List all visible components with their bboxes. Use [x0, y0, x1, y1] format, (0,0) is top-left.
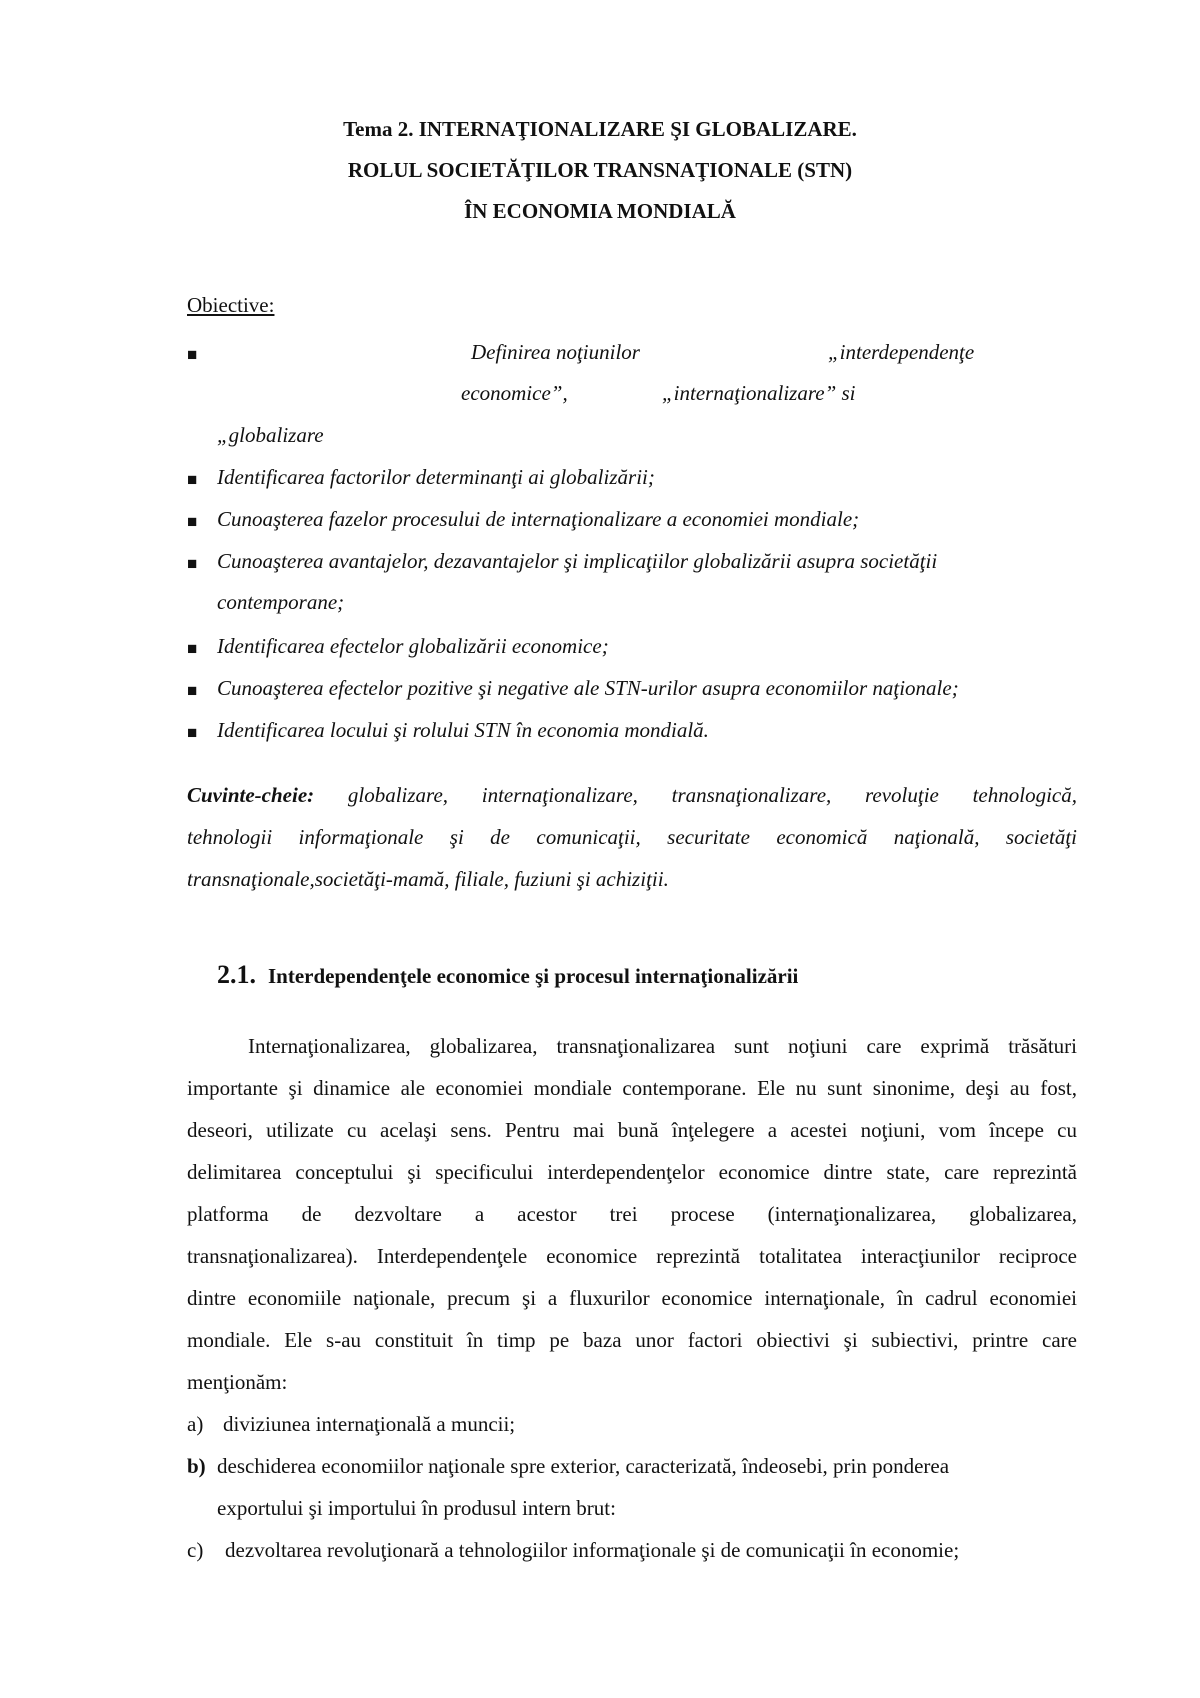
paragraph-line: menţionăm: — [187, 1370, 288, 1394]
bullet-icon: ■ — [187, 345, 198, 364]
objective-1-part-4: „internaţionalizare” si — [662, 381, 856, 405]
keywords-line-1 — [187, 783, 1077, 808]
paragraph-line: Internaţionalizarea, globalizarea, transnaţionalizarea sunt noţiuni care exprimă trăsături — [248, 1034, 1077, 1058]
bullet-icon: ■ — [187, 723, 198, 742]
objectives-label: Obiective: — [187, 293, 275, 317]
list-item: deschiderea economiilor naţionale spre exterior, caracterizată, îndeosebi, prin ponderea — [217, 1454, 950, 1478]
objective-item-continuation: contemporane; — [217, 590, 345, 614]
objective-item: Identificarea factorilor determinanţi ai globalizării; — [217, 465, 655, 489]
title-line-1: Tema 2. INTERNAŢIONALIZARE ŞI GLOBALIZARE. — [343, 117, 857, 141]
paragraph-line: deseori, utilizate cu acelaşi sens. Pentru mai bună înţelegere a acestei noţiuni, vom începe cu — [187, 1118, 1077, 1142]
paragraph-line: mondiale. Ele s-au constituit în timp pe baza unor factori obiectivi şi subiectivi, printre care — [187, 1328, 1077, 1352]
paragraph-line: importante şi dinamice ale economiei mondiale contemporane. Ele nu sunt sinonime, deşi au fost, — [187, 1076, 1077, 1100]
list-marker: b) — [187, 1454, 206, 1478]
list-marker: a) — [187, 1412, 204, 1436]
list-item: dezvoltarea revoluţionară a tehnologiilor informaţionale şi de comunicaţii în economie; — [225, 1538, 960, 1562]
objective-1-part-3: economice”, — [461, 381, 568, 405]
title-line-2: ROLUL SOCIETĂŢILOR TRANSNAŢIONALE (STN) — [347, 158, 853, 182]
title-line-3: ÎN ECONOMIA MONDIALĂ — [464, 199, 736, 223]
objective-item: Identificarea efectelor globalizării economice; — [217, 634, 609, 658]
bullet-icon: ■ — [187, 512, 198, 531]
paragraph-line: dintre economiile naţionale, precum şi a fluxurilor economice internaţionale, în cadrul economiei — [187, 1286, 1077, 1310]
list-item: diviziunea internaţională a muncii; — [223, 1412, 516, 1436]
paragraph-line: delimitarea conceptului şi specificului interdependenţelor economice dintre state, care reprezintă — [187, 1160, 1077, 1184]
paragraph-line: platforma de dezvoltare a acestor trei procese (internaţionalizarea, globalizarea, — [187, 1202, 1077, 1226]
section-title: Interdependenţele economice şi procesul internaţionalizării — [268, 964, 799, 988]
objective-item: Cunoaşterea avantajelor, dezavantajelor şi implicaţiilor globalizării asupra societăţii — [217, 549, 938, 573]
objective-1-part-2: „interdependenţe — [828, 340, 975, 364]
bullet-icon: ■ — [187, 639, 198, 658]
bullet-icon: ■ — [187, 681, 198, 700]
section-heading — [217, 960, 798, 990]
objective-1-part-5: „globalizare — [217, 423, 324, 447]
keywords-label: Cuvinte-cheie: — [187, 783, 315, 807]
bullet-icon: ■ — [187, 554, 198, 573]
objective-item: Cunoaşterea efectelor pozitive şi negative ale STN-urilor asupra economiilor naţionale; — [217, 676, 959, 700]
objective-item: Identificarea locului şi rolului STN în economia mondială. — [217, 718, 709, 742]
list-item-continuation: exportului şi importului în produsul intern brut: — [217, 1496, 616, 1520]
keywords-line-2: tehnologii informaţionale şi de comunicaţii, securitate economică naţională, societăţi — [187, 825, 1077, 849]
section-number: 2.1. — [217, 960, 256, 989]
paragraph-line: transnaţionalizarea). Interdependenţele economice reprezintă totalitatea interacţiunilor reciproce — [187, 1244, 1077, 1268]
bullet-icon: ■ — [187, 470, 198, 489]
keywords-line-3: transnaţionale,societăţi-mamă, filiale, fuziuni şi achiziţii. — [187, 867, 669, 891]
list-marker: c) — [187, 1538, 204, 1562]
objective-1-part-1: Definirea noţiunilor — [471, 340, 640, 364]
keywords-text: globalizare, internaţionalizare, transnaţionalizare, revoluţie tehnologică, — [347, 783, 1077, 807]
objective-item: Cunoaşterea fazelor procesului de internaţionalizare a economiei mondiale; — [217, 507, 860, 531]
